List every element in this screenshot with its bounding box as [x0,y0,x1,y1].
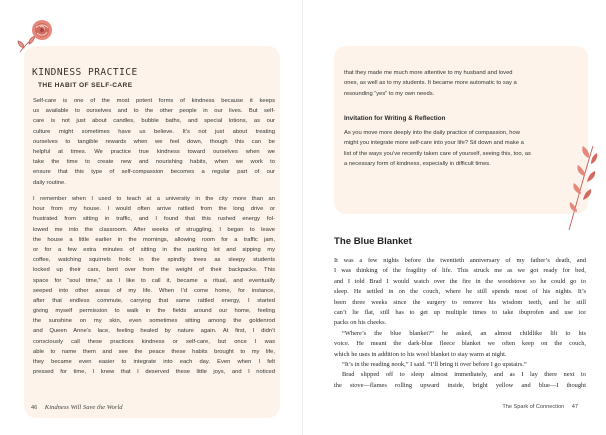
continuation-box [334,46,588,214]
text-line: can’t lie flat, still has to get up multiple times to take ibuprofen and use ice [334,308,586,316]
text-line: which he uses in addition to his wool blanket to stay warm at night. [334,350,507,358]
text-line: I remember when I used to teach at a university in the city more than an [33,196,275,202]
text-line: ensure that this type of self-compassion becomes a regular part of our [33,169,275,176]
text-line: frustrated from sitting in traffic, and I found that this rushed energy fol- [33,216,275,223]
left-footer [31,404,123,411]
text-line: As you move more deeply into the daily practice of compassion, how [344,130,520,136]
blue-blanket-body [334,256,586,391]
text-line: hour from my house. I would often arrive rattled from the long drive or [33,206,275,213]
text-line: pressed for time, I knew that I deserved these little joys, and I noticed [33,369,275,376]
text-line: resounding “yes” to my own needs. [344,90,435,97]
text-line: list of the ways you’ve recently taken care of yourself, seeing this, too, as [344,150,531,157]
text-line: that they made me much more attentive to my husband and loved [344,70,513,76]
text-line: It was a few nights before the twentieth anniversary of my father’s death, and [334,257,586,264]
text-line: giving myself permission to walk in the fields around our home, feeling [33,308,275,315]
text-line: take the time to create new and nourishing habits, when we work to [33,159,275,166]
text-line: or for a few extra minutes of sitting in the parking lot and sipping my [33,246,275,253]
text-line: the sunshine on my skin, even sometimes sitting among the goldenrod [33,318,275,325]
text-line: been three weeks since the surgery to remove his wisdom teeth, and he still [334,298,586,306]
self-care-paragraph-1 [33,96,275,188]
running-head: The Spark of Connection [502,404,565,410]
text-line: packs on his cheeks. [334,319,387,327]
text-line: helpful at times. We practice true kindness toward ourselves when we [33,148,275,155]
text-line: “It’s in the reading nook,” I said. “I’ll bring it over before I go upstairs.” [342,360,527,368]
text-line: daily routine. [33,179,66,186]
text-line: voice. He meant the dark-blue fleece blanket we often keep on the couch, [334,340,586,348]
text-line: a necessary form of kindness, especially in difficult times. [344,161,491,168]
right-footer [502,404,578,410]
text-line: space for “soul time,” as I like to call it, became a ritual, and eventually [33,277,275,284]
text-line: coffee, watching squirrels frolic in the spindly trees as sleepy students [33,257,275,264]
text-line: culture might sometimes have us believe. It’s not just about treating [33,128,275,135]
text-line: “Where’s the blue blanket?” he asked, an almost childlike lilt to his [342,329,586,337]
text-line: seeped into other areas of my life. When I’d come home, for instance, [33,287,275,294]
text-line: the stove—flames rolling upward inside, bright yellow and blue—I thought [334,381,586,389]
text-line: the house a little earlier in the mornings, allowing room for a traffic jam, [33,236,275,243]
text-line: and I told Brad I would watch over the fire in the woodstove so he could go to [334,277,586,285]
text-line: sleep. He settled in on the couch, where he still spends most of his nights. It’s [334,288,586,296]
text-line: locked up their cars, bent over from the weight of their backpacks. This [33,267,275,274]
page-number: 47 [571,404,578,410]
section-title: The Blue Blanket [334,236,412,247]
text-line: might you integrate more self-care into your life? Sit down and make a [344,140,524,147]
text-line: ourselves to tangible rewards when we feel down, though this can be [33,138,275,145]
text-line: able to name them and see the peace these habits brought to my life, [33,348,275,355]
self-care-paragraph-2 [33,194,275,377]
text-line: after that endless commute, carrying that same rattled energy, I started [33,297,275,304]
text-line: lowed me into the classroom. After weeks of struggling, I began to leave [33,226,275,233]
book-title: Kindness Will Save the World [44,404,123,411]
self-care-subheading: THE HABIT OF SELF-CARE [38,82,133,89]
invitation-heading: Invitation for Writing & Reflection [344,115,446,122]
text-line: I was thinking of the fragility of life. This struck me as we got ready for bed, [334,267,586,275]
text-line: us available to ourselves and to the other people in our lives. But self- [33,108,275,115]
continuation-paragraph [344,68,582,99]
page-number: 46 [31,405,38,411]
text-line: Self-care is one of the most potent forms of kindness because it keeps [33,98,275,104]
text-line: they became even easier to integrate into each day. Even when I felt [33,359,275,365]
text-line: and Queen Anne’s lace, feeling healed by nature again. At first, I didn’t [33,328,275,335]
right-page [303,0,606,435]
kindness-practice-heading: KINDNESS PRACTICE [32,67,138,78]
text-line: care is not just about candles, bubble baths, and special lotions, as our [33,118,275,125]
text-line: ones, as well as to my students. It became more automatic to say a [344,80,517,87]
text-line: consciously call these practices kindness or self-care, but once I was [33,338,275,345]
leaf-sprig-icon [559,140,599,232]
invitation-paragraph [344,128,582,170]
text-line: Brad slipped off to sleep almost immediately, and as I lay there next to [342,371,586,379]
